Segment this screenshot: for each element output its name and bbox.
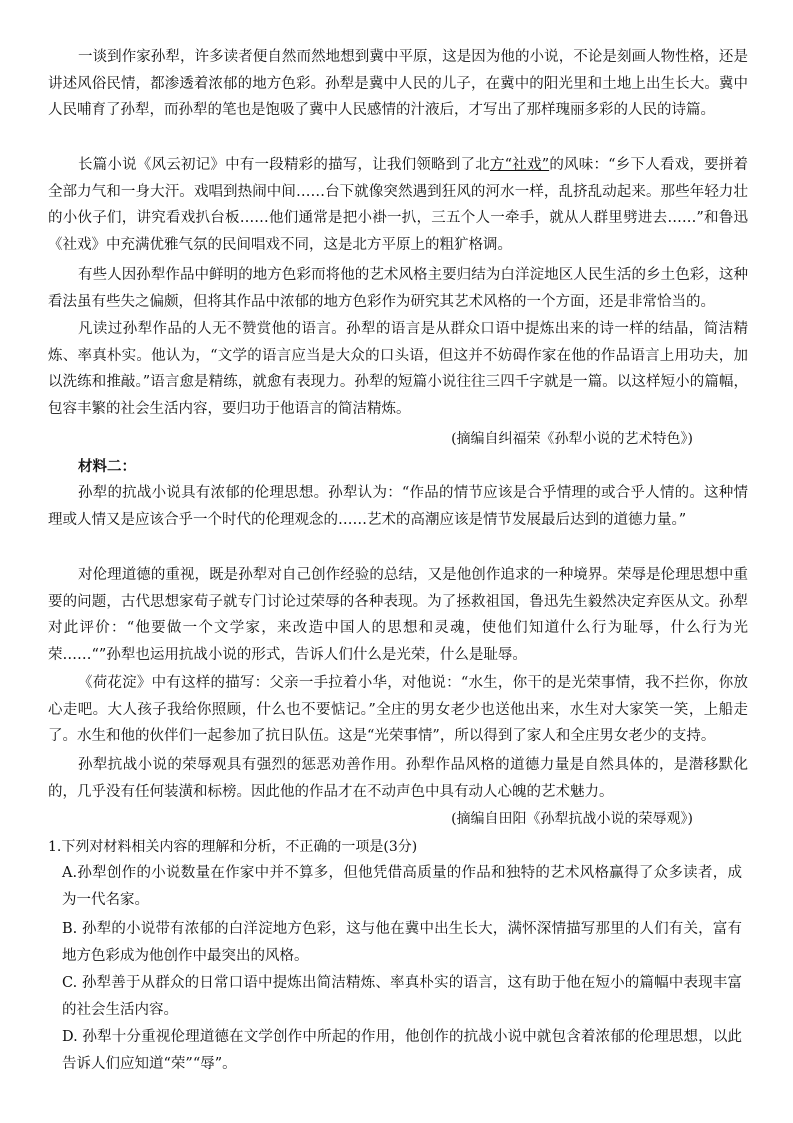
material2-source: (摘编自田阳《孙犁抗战小说的荣辱观》) [451, 811, 693, 827]
option-c: C. 孙犁善于从群众的日常口语中提炼出简洁精炼、率真朴实的语言，这有助于他在短小的篇幅中表现丰富的社会生活内容。 [62, 975, 742, 1018]
material1-paragraph-2 [48, 152, 748, 258]
material1-paragraph-2-start: 长篇小说《风云初记》中有一段精彩的描写，让我们领略到了北 [78, 157, 490, 173]
material2-paragraph-2: 对伦理道德的重视，既是孙犁对自己创作经验的总结，又是他创作追求的一种境界。荣辱是伦理思想中重要的问题，古代思想家荀子就专门讨论过荣辱的各种表现。为了拯救祖国，鲁迅先生毅然决定弃医从文。孙犁对此评价：“他要做一个文学家，来改造中国人的思想和灵魂，使他们知道什么行为耻辱，什么行为光荣……“”孙犁也运用抗战小说的形式，告诉人们什么是光荣，什么是耻辱。 [48, 567, 748, 663]
material1-paragraph-3: 有些人因孙犁作品中鲜明的地方色彩而将他的艺术风格主要归结为白洋淀地区人民生活的乡土色彩，这种看法虽有些失之偏颇，但将其作品中浓郁的地方色彩作为研究其艺术风格的一个方面，还是非常恰当的。 [48, 267, 748, 310]
material2-paragraph-4: 孙犁抗战小说的荣辱观具有强烈的惩恶劝善作用。孙犁作品风格的道德力量是自然具体的，是潜移默化的，几乎没有任何装潢和标榜。因此他的作品才在不动声色中具有动人心魄的艺术魅力。 [48, 757, 748, 800]
option-a: A.孙犁创作的小说数量在作家中并不算多，但他凭借高质量的作品和独特的艺术风格赢得了众多读者，成为一代名家。 [62, 865, 742, 908]
material2-paragraph-1: 孙犁的抗战小说具有浓郁的伦理思想。孙犁认为：“作品的情节应该是合乎情理的或合乎人情的。这种情理或人情又是应该合乎一个时代的伦理观念的……艺术的高潮应该是情节发展最后达到的道德力量。” [48, 485, 748, 528]
option-d: D. 孙犁十分重视伦理道德在文学创作中所起的作用，他创作的抗战小说中就包含着浓郁的伦理思想，以此告诉人们应知道“荣”“辱”。 [62, 1029, 742, 1072]
option-b: B. 孙犁的小说带有浓郁的白洋淀地方色彩，这与他在冀中出生长大，满怀深情描写那里的人们有关，富有地方色彩成为他创作中最突出的风格。 [62, 921, 742, 964]
material1-paragraph-4: 凡读过孙犁作品的人无不赞赏他的语言。孙犁的语言是从群众口语中提炼出来的诗一样的结晶，简洁精炼、率真朴实。他认为，“文学的语言应当是大众的口头语，但这并不妨碍作家在他的作品语言上用功夫，加以洗练和推敲。”语言愈是精练，就愈有表现力。孙犁的短篇小说往往三四千字就是一篇。以这样短小的篇幅，包容丰繁的社会生活内容，要归功于他语言的简洁精炼。 [48, 321, 748, 417]
material2-paragraph-3: 《荷花淀》中有这样的描写：父亲一手拉着小华，对他说：“水生，你干的是光荣事情，我不拦你，你放心走吧。大人孩子我给你照顾，什么也不要惦记。”全庄的男女老少也送他出来，水生对大家笑一笑，上船走了。水生和他的伙伴们一起参加了抗日队伍。这是“光荣事情”，所以得到了家人和全庄男女老少的支持。 [48, 675, 748, 744]
material2-heading: 材料二： [78, 458, 136, 475]
question-1-stem: 1.下列对材料相关内容的理解和分析，不正确的一项是(3分) [48, 839, 418, 855]
material1-source: (摘编自纠福荣《孙犁小说的艺术特色》) [451, 431, 693, 447]
material1-paragraph-1: 一谈到作家孙犁，许多读者便自然而然地想到冀中平原，这是因为他的小说，不论是刻画人物性格，还是讲述风俗民情，都渗透着浓郁的地方色彩。孙犁是冀中人民的儿子，在冀中的阳光里和土地上出生长大。冀中人民哺育了孙犁，而孙犁的笔也是饱吸了冀中人民感情的汁液后，才写出了那样瑰丽多彩的人民的诗篇。 [48, 49, 748, 118]
material1-paragraph-2-end: 的风味：“乡下人看戏，要拼着全部力气和一身大汗。戏唱到热闹中间……台下就像突然遇到狂风的河水一样，乱挤乱动起来。那些年轻力壮的小伙子们，讲究看戏扒台板……他们通常是把小褂一扒，三五个人一牵手，就从人群里劈进去……”和鲁迅《社戏》中充满优雅气氛的民间唱戏不同，这是北方平原上的粗犷格调。 [48, 157, 749, 253]
underlined-phrase: 方“社戏” [489, 157, 550, 173]
